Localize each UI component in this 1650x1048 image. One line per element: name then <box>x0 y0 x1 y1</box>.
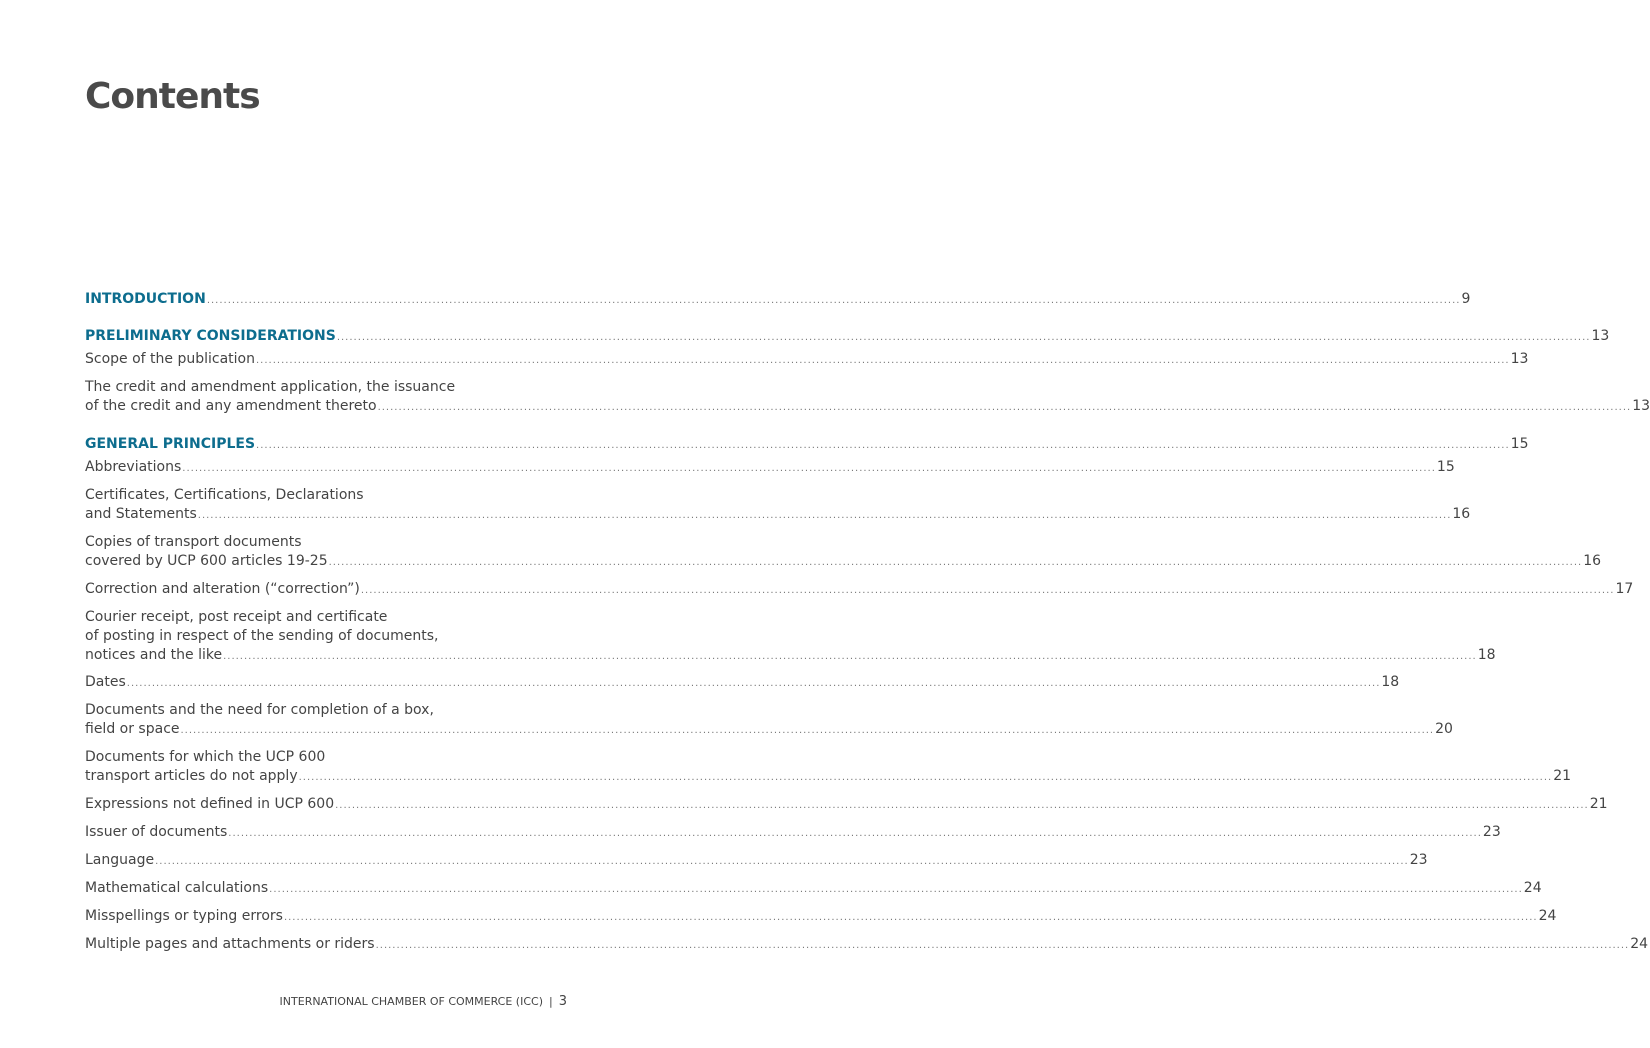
toc-entry-text-line: Copies of transport documents <box>85 534 302 550</box>
toc-page-number: 17 <box>1615 581 1634 597</box>
toc-page-number: 13 <box>1591 328 1610 344</box>
dot-leader: ............................................................................................................................................................................................................................................................................................................ <box>377 402 1632 413</box>
toc-page-number: 16 <box>1452 506 1471 522</box>
toc-entry <box>85 879 1542 899</box>
toc-entry-text-line: Documents for which the UCP 600 <box>85 749 326 765</box>
toc-entry-text-line: Courier receipt, post receipt and certificate <box>85 609 388 625</box>
dot-leader: ............................................................................................................................................................................................................................................................................................................ <box>223 651 1477 662</box>
toc-page-number: 13 <box>1510 351 1529 367</box>
dot-leader: ............................................................................................................................................................................................................................................................................................................ <box>180 725 1435 736</box>
toc-page-number: 18 <box>1381 674 1400 690</box>
toc-page-number: 15 <box>1510 436 1529 452</box>
toc-entry <box>85 748 1572 787</box>
toc-entry <box>85 907 1557 927</box>
toc-entry <box>85 378 1650 417</box>
toc-section-entry <box>85 290 1471 310</box>
dot-leader: ............................................................................................................................................................................................................................................................................................................ <box>360 585 1615 596</box>
toc-entry-text-line: The credit and amendment application, the issuance <box>85 379 456 395</box>
toc-page-number: 20 <box>1435 721 1453 737</box>
toc-entry-text-line: Misspellings or typing errors <box>85 908 283 924</box>
toc-entry-text-line: notices and the like <box>85 647 223 663</box>
dot-leader: ............................................................................................................................................................................................................................................................................................................ <box>328 557 1583 568</box>
page-title: Contents <box>85 76 260 117</box>
toc-entry-text-line: GENERAL PRINCIPLES <box>85 436 256 452</box>
toc-entry-text-line: Expressions not defined in UCP 600 <box>85 796 335 812</box>
toc-page-number: 24 <box>1630 936 1649 952</box>
dot-leader: ............................................................................................................................................................................................................................................................................................................ <box>197 510 1452 521</box>
toc-entry-text-line: PRELIMINARY CONSIDERATIONS <box>85 328 336 344</box>
toc-page-number: 23 <box>1482 824 1501 840</box>
toc-page-number: 23 <box>1409 852 1428 868</box>
toc-entry <box>85 458 1455 478</box>
dot-leader: ............................................................................................................................................................................................................................................................................................................ <box>256 355 1510 366</box>
toc-entry <box>85 580 1634 600</box>
toc-section-entry <box>85 435 1529 455</box>
toc-section-entry <box>85 327 1610 347</box>
toc-entry <box>85 533 1602 572</box>
dot-leader: ............................................................................................................................................................................................................................................................................................................ <box>335 800 1589 811</box>
toc-page-number: 15 <box>1436 459 1455 475</box>
toc-page-number: 13 <box>1632 398 1650 414</box>
toc-page-number: 16 <box>1583 553 1602 569</box>
footer-publisher: INTERNATIONAL CHAMBER OF COMMERCE (ICC) <box>279 995 543 1008</box>
toc-page-number: 21 <box>1553 768 1572 784</box>
toc-entry <box>85 486 1471 525</box>
dot-leader: ............................................................................................................................................................................................................................................................................................................ <box>283 912 1538 923</box>
dot-leader: ............................................................................................................................................................................................................................................................................................................ <box>228 828 1482 839</box>
dot-leader: ............................................................................................................................................................................................................................................................................................................ <box>126 678 1381 689</box>
toc-entry <box>85 673 1400 693</box>
toc-entry <box>85 823 1501 843</box>
toc-entry-text-line: Scope of the publication <box>85 351 255 367</box>
toc-entry-text-line: Multiple pages and attachments or riders <box>85 936 375 952</box>
dot-leader: ............................................................................................................................................................................................................................................................................................................ <box>256 440 1510 451</box>
dot-leader: ............................................................................................................................................................................................................................................................................................................ <box>206 295 1461 306</box>
toc-entry <box>85 851 1428 871</box>
toc-entry <box>85 608 1496 666</box>
toc-page-number: 21 <box>1589 796 1608 812</box>
toc-entry-text-line: of the credit and any amendment thereto <box>85 398 377 414</box>
toc-page-number: 24 <box>1538 908 1557 924</box>
toc-entry-text-line: Abbreviations <box>85 459 182 475</box>
dot-leader: ............................................................................................................................................................................................................................................................................................................ <box>269 884 1523 895</box>
toc-entry-text-line: Certificates, Certifications, Declarations <box>85 487 364 503</box>
toc-page-number: 9 <box>1461 291 1471 307</box>
toc-entry-text-line: of posting in respect of the sending of documents, <box>85 628 439 644</box>
toc-entry-text-line: transport articles do not apply <box>85 768 298 784</box>
toc-entry-text-line: Dates <box>85 674 126 690</box>
toc-entry-text-line: INTRODUCTION <box>85 291 206 307</box>
toc-entry-text-line: Correction and alteration (“correction”) <box>85 581 360 597</box>
toc-entry-text-line: Issuer of documents <box>85 824 228 840</box>
toc-entry <box>85 701 1453 740</box>
toc-page-number: 18 <box>1477 647 1496 663</box>
page-number: 3 <box>558 994 567 1009</box>
toc-entry-text-line: Documents and the need for completion of a box, <box>85 702 434 718</box>
toc-entry-text-line: Language <box>85 852 155 868</box>
toc-page-number: 24 <box>1523 880 1542 896</box>
dot-leader: ............................................................................................................................................................................................................................................................................................................ <box>298 772 1553 783</box>
dot-leader: ............................................................................................................................................................................................................................................................................................................ <box>336 332 1591 343</box>
toc-entry <box>85 350 1529 370</box>
dot-leader: ............................................................................................................................................................................................................................................................................................................ <box>182 463 1436 474</box>
dot-leader: ............................................................................................................................................................................................................................................................................................................ <box>155 856 1409 867</box>
toc-entry <box>85 935 1649 955</box>
toc-entry <box>85 795 1608 815</box>
page-footer <box>280 994 567 1009</box>
toc-entry-text-line: and Statements <box>85 506 197 522</box>
dot-leader: ............................................................................................................................................................................................................................................................................................................ <box>375 940 1630 951</box>
toc-entry-text-line: Mathematical calculations <box>85 880 269 896</box>
toc-entry-text-line: covered by UCP 600 articles 19-25 <box>85 553 328 569</box>
toc-entry-text-line: field or space <box>85 721 180 737</box>
footer-separator: | <box>549 995 553 1008</box>
